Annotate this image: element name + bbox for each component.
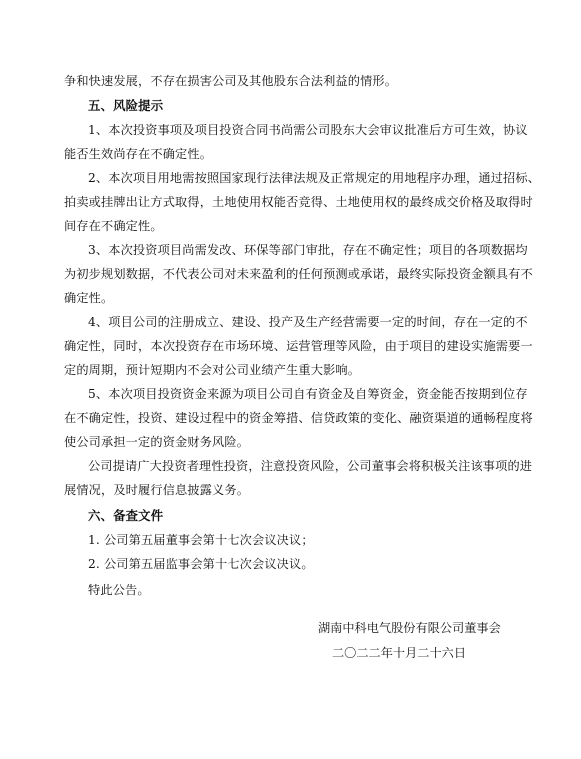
signature-date: 二〇二二年十月二十六日 bbox=[332, 646, 467, 660]
section-heading-documents: 六、备查文件 bbox=[88, 508, 164, 523]
document-list-item: 1. 公司第五届董事会第十七次会议决议； bbox=[88, 533, 314, 547]
body-text-line: 确定性，同时，本次投资存在市场环境、运营管理等风险，由于项目的建设实施需要一 bbox=[64, 339, 533, 353]
body-text-line: 使公司承担一定的资金财务风险。 bbox=[64, 435, 250, 449]
body-text-line: 确定性。 bbox=[64, 291, 114, 305]
body-text-line: 争和快速发展，不存在损害公司及其他股东合法利益的情形。 bbox=[64, 74, 398, 88]
body-text-line: 间存在不确定性。 bbox=[64, 219, 163, 233]
body-text-line: 1、本次投资事项及项目投资合同书尚需公司股东大会审议批准后方可生效，协议 bbox=[88, 123, 528, 137]
body-text-line: 公司提请广大投资者理性投资，注意投资风险，公司董事会将积极关注该事项的进 bbox=[88, 459, 533, 473]
body-text-line: 拍卖或挂牌出让方式取得，土地使用权能否竞得、土地使用权的最终成交价格及取得时 bbox=[64, 195, 533, 209]
body-text-line: 4、项目公司的注册成立、建设、投产及生产经营需要一定的时间，存在一定的不 bbox=[88, 315, 528, 329]
body-text-line: 展情况，及时履行信息披露义务。 bbox=[64, 483, 250, 497]
body-text-line: 2、本次项目用地需按照国家现行法律法规及正常规定的用地程序办理，通过招标、 bbox=[88, 171, 541, 185]
body-text-line: 定的周期，预计短期内不会对公司业绩产生重大影响。 bbox=[64, 363, 361, 377]
body-text-line: 在不确定性，投资、建设过程中的资金筹措、信贷政策的变化、融资渠道的通畅程度将 bbox=[64, 411, 533, 425]
document-list-item: 2. 公司第五届监事会第十七次会议决议。 bbox=[88, 557, 314, 571]
body-text-line: 3、本次投资项目尚需发改、环保等部门审批，存在不确定性；项目的各项数据均 bbox=[88, 243, 528, 257]
signature-company: 湖南中科电气股份有限公司董事会 bbox=[318, 621, 501, 635]
section-heading-risk: 五、风险提示 bbox=[88, 98, 164, 113]
body-text-line: 为初步规划数据，不代表公司对未来盈利的任何预测或承诺，最终实际投资金额具有不 bbox=[64, 267, 533, 281]
body-text-line: 5、本次项目投资资金来源为项目公司自有资金及自筹资金，资金能否按期到位存 bbox=[88, 387, 528, 401]
closing-text: 特此公告。 bbox=[88, 583, 150, 597]
body-text-line: 能否生效尚存在不确定性。 bbox=[64, 147, 213, 161]
